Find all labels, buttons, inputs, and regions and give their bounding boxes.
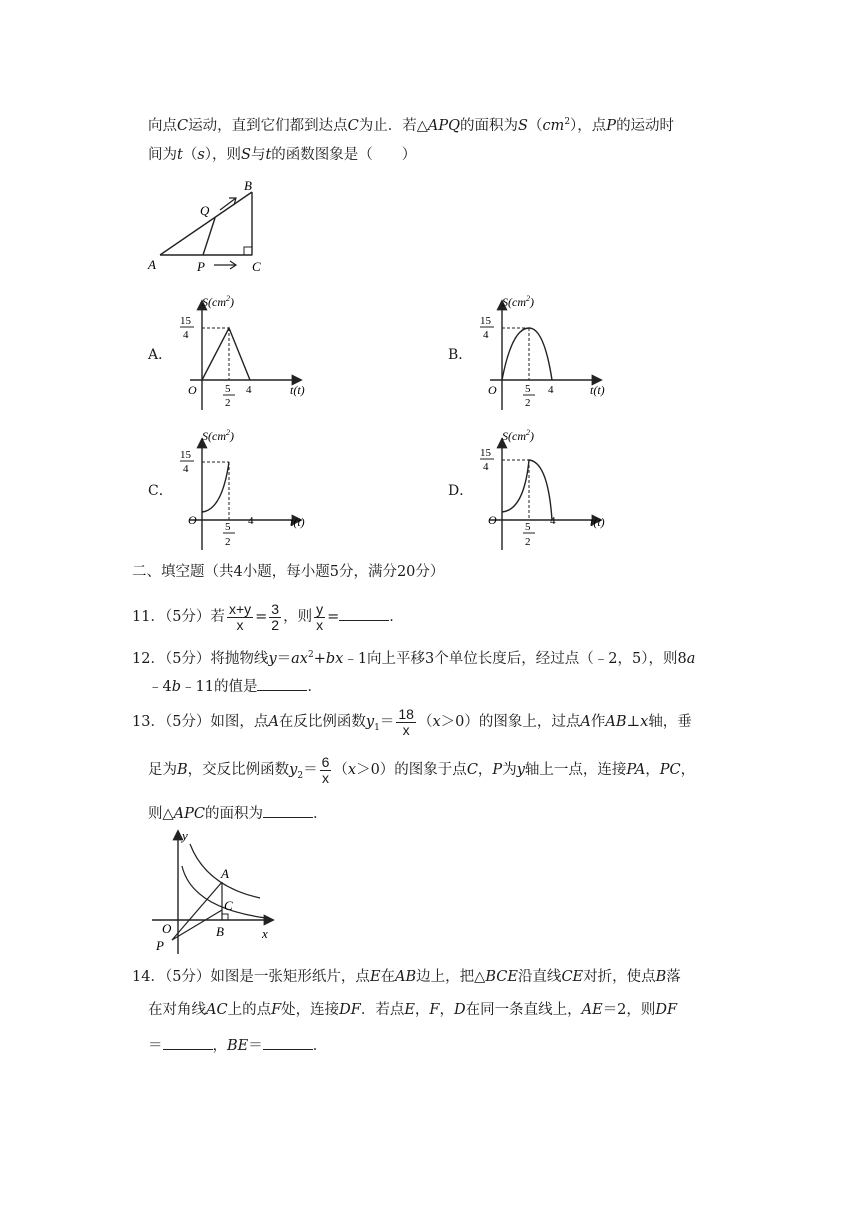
text: ， <box>680 762 696 778</box>
label-c: C <box>252 259 261 274</box>
fraction <box>320 755 332 786</box>
text: DF <box>339 1002 361 1018</box>
text: ， <box>645 762 660 778</box>
text: 的运动时 <box>616 117 675 134</box>
text: ， <box>414 1002 430 1018</box>
mid-num: 5 <box>225 383 231 395</box>
text: P <box>606 117 617 134</box>
label-q: Q <box>200 203 210 218</box>
text: ＝ <box>379 714 395 730</box>
fraction <box>227 602 253 633</box>
text: APQ <box>427 117 460 134</box>
label-b: B <box>216 924 224 939</box>
numerator: 3 <box>271 600 280 617</box>
s-axis-label: $S(cm^2)$ <box>202 428 234 443</box>
peak-den: 4 <box>183 329 189 341</box>
text: A <box>268 714 279 730</box>
text: 在 <box>380 969 396 985</box>
fraction <box>396 707 416 738</box>
text: 的函数图象是（ ） <box>271 147 417 163</box>
label-c: C <box>224 898 233 913</box>
numerator: 18 <box>398 705 414 722</box>
text: F <box>429 1002 440 1018</box>
text: ． <box>312 806 328 822</box>
text: y <box>268 650 277 667</box>
text: ＝ <box>276 650 292 667</box>
end-tick: 4 <box>548 384 554 396</box>
text: 落 <box>666 969 681 985</box>
text: （ <box>527 117 543 134</box>
text: （5分）如图是一张矩形纸片，点 <box>164 969 370 985</box>
text: b <box>171 679 182 695</box>
mid-den: 2 <box>225 397 231 409</box>
question-number: 14． <box>132 969 165 985</box>
text: 则△ <box>148 806 174 822</box>
label-a: A <box>221 866 229 881</box>
text: ＝ <box>248 1038 263 1054</box>
denominator: 2 <box>271 616 280 633</box>
denominator: x <box>321 769 329 786</box>
text: AB <box>605 714 627 730</box>
text: 2 <box>307 650 314 660</box>
text: 作 <box>590 714 606 730</box>
q13-line3 <box>148 803 327 824</box>
text: bx <box>325 650 344 667</box>
text: ＝ <box>303 762 318 778</box>
s-axis-label: $S(cm^2)$ <box>502 428 534 443</box>
triangle-figure <box>140 178 270 273</box>
mid-num: 5 <box>525 383 531 395</box>
mid-den: 2 <box>225 536 231 548</box>
origin: O <box>488 513 497 527</box>
peak-num: 15 <box>480 447 491 459</box>
q14-line3 <box>148 1035 327 1056</box>
numerator: 6 <box>321 753 330 770</box>
text: y <box>516 762 525 778</box>
label-b: B <box>244 178 252 193</box>
text: ），点 <box>570 117 607 134</box>
peak-num: 15 <box>180 449 191 461</box>
text: S <box>241 147 251 163</box>
option-b-label[interactable]: B． <box>448 347 473 363</box>
text: 边上，把△ <box>416 969 486 985</box>
q12-line2 <box>148 676 322 697</box>
option-c-label[interactable]: C． <box>148 483 173 499</box>
text: ax <box>291 650 308 667</box>
text: （5分）将抛物线 <box>164 650 269 667</box>
end-tick: 4 <box>550 515 556 527</box>
text: （5分）若 <box>164 609 225 625</box>
text: ， <box>212 1038 227 1054</box>
origin: O <box>188 513 197 527</box>
fraction <box>314 602 325 633</box>
text: ．若点 <box>360 1002 405 1018</box>
text: A <box>580 714 591 730</box>
text: cm <box>542 117 565 134</box>
text: AE <box>581 1002 603 1018</box>
text: PA <box>626 762 646 778</box>
text: 2 <box>564 117 571 127</box>
text: ＞0）的图象于点 <box>356 762 467 778</box>
text: CE <box>561 969 584 985</box>
text: ﹣1向上平移3个单位长度后，经过点（﹣2，5），则8 <box>343 650 687 667</box>
text: E <box>404 1002 415 1018</box>
text: ． <box>389 609 404 625</box>
text: C <box>177 117 189 134</box>
text: 为 <box>502 762 517 778</box>
t-axis-label: t(t) <box>590 515 605 529</box>
end-tick: 4 <box>248 515 254 527</box>
text: ﹣11的值是 <box>181 679 258 695</box>
text: （ <box>417 714 433 730</box>
answer-blank[interactable] <box>339 606 389 621</box>
text: x <box>640 714 649 730</box>
text: DF <box>655 1002 678 1018</box>
text: ﹣4 <box>148 679 172 695</box>
text: C <box>347 117 359 134</box>
text: B <box>177 762 188 778</box>
option-a-label[interactable]: A． <box>148 347 173 363</box>
question-number: 12． <box>132 650 165 667</box>
text: S <box>518 117 528 134</box>
q10-line1 <box>148 112 674 136</box>
origin: O <box>188 383 197 397</box>
text: 轴，垂 <box>648 714 692 730</box>
origin: O <box>488 383 497 397</box>
text: x <box>432 714 441 730</box>
text: （5分）如图，点 <box>164 714 269 730</box>
q13-line1 <box>132 702 692 748</box>
text: ． <box>312 1038 328 1054</box>
text: ， <box>439 1002 454 1018</box>
text: 1 <box>374 722 380 733</box>
text: 轴上一点，连接 <box>524 762 627 778</box>
answer-blank[interactable] <box>257 676 307 691</box>
text: ⊥ <box>626 714 641 730</box>
text: （ <box>182 147 198 163</box>
s-axis-label: $S(cm^2)$ <box>502 294 534 309</box>
text: + <box>313 650 326 667</box>
text: P <box>492 762 503 778</box>
text: x <box>347 762 357 778</box>
q11 <box>132 598 404 636</box>
text: 对折，使点 <box>583 969 656 985</box>
text: t <box>177 147 183 163</box>
peak-den: 4 <box>183 463 189 475</box>
section-heading: 二、填空题（共4小题，每小题5分，满分20分） <box>132 564 445 580</box>
graph-d[interactable] <box>472 426 612 552</box>
answer-blank-be[interactable] <box>263 1035 313 1050</box>
text: 处，连接 <box>281 1002 340 1018</box>
text: 向点 <box>148 117 177 134</box>
label-a: A <box>148 257 156 272</box>
numerator: y <box>316 600 324 617</box>
numerator: x+y <box>228 600 252 617</box>
q10-line2 <box>148 145 416 165</box>
text: 与 <box>250 147 266 163</box>
answer-blank[interactable] <box>263 803 313 818</box>
text: 在反比例函数 <box>278 714 366 730</box>
peak-num: 15 <box>480 315 491 327</box>
t-axis-label: t(t) <box>590 383 605 397</box>
text: 的面积为 <box>204 806 263 822</box>
text: E <box>369 969 381 985</box>
text: 2 <box>297 770 304 781</box>
text: 为止．若△ <box>358 117 428 134</box>
text: AB <box>395 969 417 985</box>
text: ． <box>307 679 322 695</box>
text: y <box>289 762 298 778</box>
text: ＝2，则 <box>602 1002 656 1018</box>
text: ，则 <box>283 609 313 625</box>
text: = <box>255 609 268 625</box>
text: 在对角线 <box>148 1002 206 1018</box>
text: a <box>686 650 696 667</box>
text: 沿直线 <box>517 969 562 985</box>
text: 足为 <box>148 762 177 778</box>
text: = <box>327 609 340 625</box>
denominator: x <box>402 721 410 738</box>
text: 间为 <box>148 147 177 163</box>
option-d-label[interactable]: D． <box>448 483 474 499</box>
label-o: O <box>162 921 172 936</box>
text: t <box>265 147 272 163</box>
label-p: P <box>197 259 205 274</box>
t-axis-label: t(t) <box>290 515 305 529</box>
t-axis-label: t(t) <box>290 383 305 397</box>
question-number: 13． <box>132 714 165 730</box>
text: 的面积为 <box>460 117 518 134</box>
peak-num: 15 <box>180 315 191 327</box>
text: 在同一条直线上， <box>465 1002 582 1018</box>
text: ＞0）的图象上，过点 <box>440 714 581 730</box>
mid-den: 2 <box>525 536 531 548</box>
text: C <box>466 762 478 778</box>
text: 运动，直到它们都到达点 <box>188 117 348 134</box>
question-number: 11． <box>132 609 165 625</box>
s-axis-label: $S(cm^2)$ <box>202 294 234 309</box>
text: ，交反比例函数 <box>187 762 290 778</box>
q13-figure <box>150 826 280 956</box>
text: 上的点 <box>227 1002 272 1018</box>
text: BE <box>227 1038 249 1054</box>
q13-line2 <box>148 750 695 796</box>
text: y <box>365 714 375 730</box>
text: B <box>655 969 667 985</box>
text: F <box>271 1002 282 1018</box>
text: AC <box>206 1002 228 1018</box>
text: （ <box>333 762 348 778</box>
denominator: x <box>236 616 244 633</box>
text: D <box>453 1002 466 1018</box>
text: PC <box>659 762 681 778</box>
mid-num: 5 <box>525 521 531 533</box>
q12-line1 <box>132 645 695 669</box>
label-p: P <box>156 938 164 953</box>
text: BCE <box>485 969 518 985</box>
peak-den: 4 <box>483 329 489 341</box>
mid-num: 5 <box>225 521 231 533</box>
text: ＝ <box>148 1038 163 1054</box>
text: ），则 <box>204 147 242 163</box>
text: ， <box>477 762 493 778</box>
label-y: y <box>182 828 188 843</box>
graph-b[interactable] <box>472 292 612 412</box>
fraction <box>269 602 281 633</box>
q14-line1 <box>132 967 681 987</box>
q14-line2 <box>148 1000 677 1020</box>
end-tick: 4 <box>246 384 252 396</box>
text: s <box>197 147 205 163</box>
denominator: x <box>316 616 324 633</box>
label-x: x <box>262 926 268 941</box>
graph-c[interactable] <box>172 426 312 552</box>
mid-den: 2 <box>525 397 531 409</box>
answer-blank-df[interactable] <box>163 1035 213 1050</box>
text: APC <box>173 806 205 822</box>
peak-den: 4 <box>483 461 489 473</box>
graph-a[interactable] <box>172 292 312 412</box>
